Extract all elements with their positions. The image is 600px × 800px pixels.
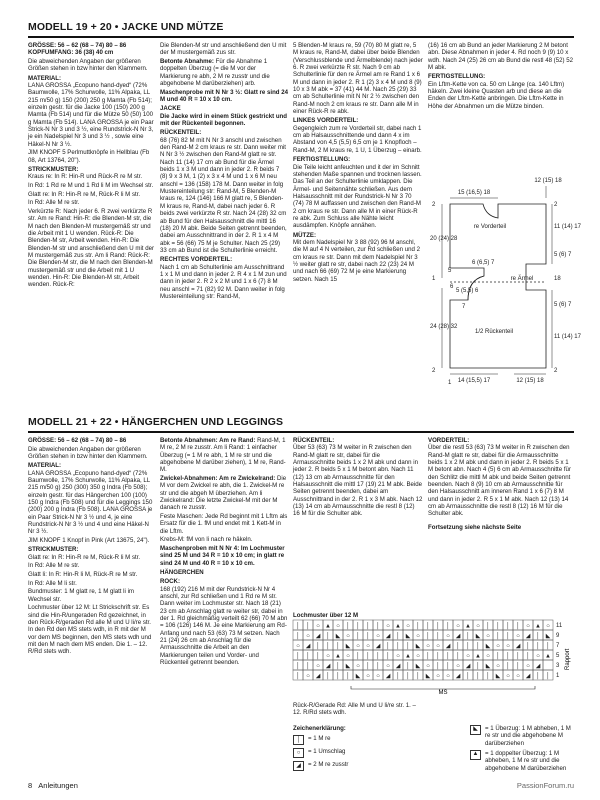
- chart-symbol: ◣: [485, 643, 491, 650]
- chart-symbol: ○: [466, 653, 470, 660]
- chart-symbol: ○: [346, 653, 350, 660]
- chart-symbol: ○: [476, 623, 480, 630]
- chart-symbol: ○: [516, 673, 520, 680]
- chart-symbol: ◢: [325, 663, 331, 670]
- chart-symbol: ○: [416, 653, 420, 660]
- dim-left-bottom: 24 (28) 32: [430, 324, 458, 330]
- chart-symbol: │: [296, 623, 300, 630]
- legend-left: [293, 725, 423, 774]
- chart-symbol: │: [496, 633, 500, 640]
- chart-symbol: │: [396, 643, 400, 650]
- chart-symbol: ◣: [345, 663, 351, 670]
- chart-symbol: ○: [456, 623, 460, 630]
- pattern-glatt-rd-2: In Rd: Alle M re str.: [28, 562, 80, 570]
- gauge-text-2: Maschenproben mit N Nr 4: Im Lochmuster sind 25 M und 34 R = 10 x 10 cm; in glatt re sind 24 M und 40 R = 10 x 10 cm.: [160, 545, 285, 567]
- chart-symbol: ▲: [395, 623, 401, 630]
- finishing-text: Die Teile leicht anfeuchten und it der im Schnitt stehenden Maße spannen und trocknen lassen. Das Teil an der Schulterlinie umklappen. Die Ärmel- und Seitennähte schließen. Aus dem Halsausschnitt mit der Rundstrick-N Nr 3 70 (74) 78 M auffassen und zwischen den Rand-M 2 cm kraus re str. Dann alle M in einer Rück-R re abk. Zum Schluss alle Nähte leicht ausdämpfen. Knöpfe annähen.: [293, 163, 422, 230]
- dim-5: 5: [448, 268, 452, 274]
- chart-symbol: │: [476, 673, 480, 680]
- legend-knit-label: = 1 M re: [308, 735, 331, 743]
- dim-1b: 1: [448, 380, 452, 386]
- gusset-text: Die M vor dem Zwickel re abh, die 1. Zwickel-M re str und die abgeh M überziehen. Am li Zwickelrand: Die letzte Zwickel-M mit der M danach re zusstr.: [160, 475, 287, 512]
- material-text-2: LANA GROSSA „Ecopuno hand-dyed“ (72% Baumwolle, 17% Schurwolle, 11% Alpaka, LL 215 m/50 g) 250 (300) 350 g Indra (Fb 508); einzeln gestr. für das Hängerchen 100 (100) 150 g Indra (Fb 508) und für die Leggings 150 (200) 200 g Indra (Fb 508). LANA GROSSA je ein Paar Strick-N Nr 3 ½ und 4, je eine Rundstrick-N Nr 3 ½ und 4 und eine Häkel-N Nr 3 ½.: [28, 469, 153, 536]
- column-1-modell-19: [28, 42, 154, 290]
- row-11: 11: [556, 623, 563, 629]
- chart-title: Lochmuster über 12 M: [293, 612, 359, 619]
- chart-symbol: ◢: [385, 673, 391, 680]
- chart-symbol: ◣: [485, 663, 491, 670]
- pattern-loch: Lochmuster über 12 M: Lt Strickschrift str. Es sind die Hin-R/ungeraden Rd gezeichnet, in den Rück-R/geraden Rd alle M und U li/re str. In den Rd den MS stets wdh, in R mit der M vor dem MS beginnen, den MS stets wdh und mit den M nach dem MS enden. Die 1. – 12. R/Rd stets wdh.: [28, 604, 152, 656]
- chart-symbol: │: [416, 673, 420, 680]
- chart-symbol: ○: [366, 673, 370, 680]
- label-aermel: re Ärmel: [510, 276, 534, 282]
- chart-symbol: │: [506, 623, 510, 630]
- size-note-2: Die abweichenden Angaben der größeren Größen stehen in bzw hinter den Klammern.: [28, 445, 148, 460]
- chart-symbol: ○: [446, 633, 450, 640]
- chart-symbol: ▲: [325, 623, 331, 630]
- chart-symbol: │: [326, 673, 330, 680]
- chart-symbol: ○: [436, 643, 440, 650]
- section-title-modell-19-20: MODELL 19 + 20 • JACKE UND MÜTZE: [28, 20, 574, 38]
- column-1-modell-21: [28, 437, 154, 657]
- chart-symbol: ○: [306, 633, 310, 640]
- finishing-heading: FERTIGSTELLUNG:: [293, 156, 351, 164]
- size-heading: GRÖSSE: 56 – 62 (68 – 74) 80 – 86: [28, 42, 127, 49]
- chart-symbol: ◢: [315, 633, 321, 640]
- rapport-label: Rapport: [565, 648, 571, 670]
- chart-symbol: ◢: [465, 663, 471, 670]
- chart-symbol: ○: [356, 643, 360, 650]
- chart-symbol: │: [306, 653, 310, 660]
- chart-symbol: │: [436, 653, 440, 660]
- chart-symbol: ○: [516, 633, 520, 640]
- chart-symbol: ◣: [355, 673, 361, 680]
- chart-symbol: ◣: [345, 643, 351, 650]
- chart-symbol: │: [406, 663, 410, 670]
- dim-right-2: 18: [554, 276, 561, 282]
- chart-symbol: │: [546, 643, 550, 650]
- chart-symbol: │: [356, 653, 360, 660]
- chart-symbol: ○: [496, 663, 500, 670]
- column-3-modell-21: [293, 437, 423, 519]
- pattern-glatt-li-rd: In Rd: Alle M li str.: [28, 579, 77, 587]
- material-heading-2: MATERIAL:: [28, 462, 62, 470]
- column-4-modell-19: [428, 42, 574, 111]
- chart-symbol: │: [316, 653, 320, 660]
- chart-symbol: │: [466, 633, 470, 640]
- chart-symbol: ▲: [535, 623, 541, 630]
- chart-symbol: │: [296, 663, 300, 670]
- chart-symbol: │: [366, 663, 370, 670]
- chart-symbol: ○: [396, 653, 400, 660]
- chart-symbol: │: [536, 673, 540, 680]
- chart-symbol: │: [296, 653, 300, 660]
- continued-note: Fortsetzung siehe nächste Seite: [428, 523, 522, 531]
- pattern-kraus: Kraus re: In R: Hin-R und Rück-R re M str.: [28, 173, 143, 181]
- pattern-kraus-rd: In Rd: 1 Rd re M und 1 Rd li M im Wechsel str.: [28, 182, 154, 190]
- chart-symbol: ○: [366, 643, 370, 650]
- front-heading-2: VORDERTEIL:: [428, 437, 470, 444]
- chart-symbol: ○: [416, 633, 420, 640]
- legend-right: [470, 725, 574, 775]
- chart-symbol: ○: [316, 663, 320, 670]
- chart-symbol: ◢: [305, 643, 311, 650]
- chart-symbol: ▲: [405, 653, 411, 660]
- chart-symbol: │: [366, 653, 370, 660]
- chart-symbol: │: [336, 643, 340, 650]
- back-text: 68 (76) 82 M mit N Nr 3 anschl und zwischen den Rand-M 2 cm kraus re str. Dann weiter mit N Nr 3 ½ zwischen den Rand-M glatt re str. Nach 11 (14) 17 cm ab Bund für die Ärmel beids 1 x 3 M und dann in jeder 2. R beids 7 (8) 9 x 3 M, 1 (2) x 3 x 4 M und 1 x 6 M neu anschl = 136 (158) 178 M. Dann weiter in folg Mustereinteilung str: Rand-M, 5 Blenden-M kraus re, 124 (146) 166 M glatt re, 5 Blenden-M kraus re, Rand-M, dabei nach jeder 6. R beids zwei verkürzte R str. Nach 24 (28) 32 cm ab Bund für den Halsausschnitt die mittl 16 (18) 20 M abk. Beide Seiten getrennt beenden, dabei am Ausschnittrand in der 2. R 1 x 4 M abk = 56 (66) 75 M je Schulter. Nach 25 (29) 33 cm ab Bund ist die Schulterlinie erreicht.: [160, 136, 287, 254]
- chart-symbol: │: [406, 673, 410, 680]
- chart-symbol: │: [346, 623, 350, 630]
- back-heading: RÜCKENTEIL:: [160, 129, 202, 137]
- pattern-glatt-2: Glatt re: In R: Hin-R re M, Rück-R li M str.: [28, 553, 141, 561]
- buttons-text: JIM KNOPF 5 Perlmuttknöpfe in Hellblau (Fb 08, Art 13764, 20").: [28, 149, 150, 164]
- row-7: 7: [556, 643, 560, 649]
- pattern-glatt-li: Glatt li: In R: Hin-R li M, Rück-R re M str.: [28, 571, 138, 579]
- dim-top-left: 15 (16,5) 18: [457, 190, 491, 196]
- chart-symbol: │: [406, 643, 410, 650]
- col2-intro: Die Blenden-M str und anschließend den U mit der M mustergemäß zus str.: [160, 42, 287, 57]
- chart-symbol: │: [376, 653, 380, 660]
- chart-symbol: ▲: [465, 623, 471, 630]
- back-heading-2: RÜCKENTEIL:: [293, 437, 335, 444]
- decrease-heading: Betonte Abnahme:: [160, 57, 214, 65]
- hat-finishing-text: Ein Lftm-Kette von ca. 50 cm Länge (ca. 140 Lftm) häkeln. Zwei kleine Quasten arb und diese an die Enden der Lftm-Kette anbringen. Die Lftm-Kette in Höhe der Abnahmen um die Mütze binden.: [428, 80, 565, 110]
- chart-symbol: │: [296, 633, 300, 640]
- chart-symbol: │: [446, 623, 450, 630]
- row-5: 5: [556, 653, 560, 659]
- dim-top-right: 12 (15) 18: [534, 178, 562, 184]
- chart-symbol: ◢: [455, 673, 461, 680]
- hat-text: Mit dem Nadelspiel Nr 3 88 (92) 96 M anschl, die M auf 4 N verteilen, zur Rd schließen und 2 cm kraus re str. Dann mit dem Nadelspiel Nr 3 ½ weiter glatt re str, dabei nach 22 (23) 24 M und nach 66 (69) 72 M je eine Markierung setzen. Nach 15: [293, 238, 421, 283]
- chart-symbol: │: [426, 653, 430, 660]
- chart-symbol: ○: [506, 643, 510, 650]
- chart-symbol: ○: [526, 663, 530, 670]
- legend-yo: [293, 748, 423, 758]
- chart-symbol: │: [366, 623, 370, 630]
- chart-symbol: ○: [546, 623, 550, 630]
- knit-icon: │: [293, 735, 304, 745]
- chart-note: Rück-R/Gerade Rd: Alle M und U li/re str. 1. – 12. R/Rd stets wdh.: [293, 702, 416, 717]
- front-text-2: Über die restl 53 (63) 73 M weiter in R zwischen den Rand-M glatt re str, dabei für die Armausschnitte beids 1 x 2 M abk und dann in jeder 2. R beids 5 x 1 M betont abn. Nach 4 (5) 6 cm ab Armausschnitte für den Schlitz die mittl M abk und beide Seiten getrennt beenden. Nach 8 (9) 10 cm ab Armausschnitte für den Halsausschnitt am inneren Rand 1 x 6 (7) 8 M und dann in jeder 2. R 5 x 1 M abk. Nach 12 (13) 14 cm ab Armausschnitte die restl 8 (12) 16 M für die Schulter abk.: [428, 444, 571, 518]
- chart-symbol: │: [536, 643, 540, 650]
- back-text-2: Über 53 (63) 73 M weiter in R zwischen den Rand-M glatt re str, dabei für die Armausschnitte beids 1 x 2 M abk und dann in jeder 2. R beids 5 x 1 M betont abn. Nach 11 (12) 13 cm ab Armausschnitte für den Halsausschnitt die mittl 17 (19) 21 M abk. Beide Seiten getrennt beenden, dabei am Ausschnittrand in der 2. R 1 x 3 M abk. Nach 12 (13) 14 cm ab Armausschnitte die restl 8 (12) 16 M für die Schulter abk.: [293, 444, 423, 518]
- chart-symbol: │: [356, 623, 360, 630]
- lace-chart: [293, 620, 573, 698]
- chart-symbol: ○: [386, 663, 390, 670]
- label-vorderteil: re Vorderteil: [473, 224, 507, 230]
- chart-symbol: │: [336, 673, 340, 680]
- chart-symbol: ○: [426, 663, 430, 670]
- sc-text: Feste Maschen: Jede Rd beginnt mit 1 Lftm als Ersatz für die 1. fM und endet mit 1 Kett-M in die Lftm.: [160, 513, 288, 535]
- yarnover-icon: ○: [293, 748, 304, 758]
- chart-symbol: │: [486, 673, 490, 680]
- legend-ssk: [470, 725, 574, 747]
- pattern-bund: Bundmuster: 1 M glatt re, 1 M glatt li im Wechsel str.: [28, 588, 135, 603]
- page-footer: [28, 781, 78, 790]
- legend-knit: [293, 735, 423, 745]
- right-front-text: Nach 1 cm ab Schulterlinie am Ausschnittrand 1 x 1 M und dann in jeder 2. R 4 x 1 M zun und dann in jeder 2. R 2 x 2 M und 1 x 6 (7) 8 M neu anschl = 71 (82) 92 M. Dann weiter in folg Mustereinteilung str: Rand-M,: [160, 263, 287, 300]
- chart-symbol: │: [426, 633, 430, 640]
- chart-symbol: ○: [456, 663, 460, 670]
- col4-intro: (16) 16 cm ab Bund an jeder Markierung 2 M betont abn. Diese Abnahmen in jeder 4. Rd noch 9 (9) 10 x wdh. Nach 24 (25) 26 cm ab Bund die restl 48 (52) 52 M abk.: [428, 42, 573, 72]
- double-decrease-icon: ▲: [470, 750, 481, 760]
- chart-symbol: │: [436, 633, 440, 640]
- chart-symbol: ○: [326, 653, 330, 660]
- chart-symbol: ◣: [415, 643, 421, 650]
- chart-symbol: ○: [536, 653, 540, 660]
- legend-heading: Zeichenerklärung:: [293, 725, 346, 732]
- dim-6: 6: [450, 284, 454, 290]
- chart-symbol: ○: [496, 643, 500, 650]
- chart-symbol: │: [526, 653, 530, 660]
- material-heading: MATERIAL:: [28, 74, 62, 82]
- dim-7: 7: [462, 304, 466, 310]
- legend-double: [470, 750, 574, 772]
- chart-symbol: ◣: [405, 633, 411, 640]
- chart-symbol: │: [446, 663, 450, 670]
- chart-symbol: ○: [296, 643, 300, 650]
- size-note: Die abweichenden Angaben der größeren Größen stehen in bzw hinter den Klammern.: [28, 57, 148, 73]
- chart-symbol: │: [396, 633, 400, 640]
- chart-symbol: ○: [386, 623, 390, 630]
- chart-symbol: ▲: [335, 653, 341, 660]
- buttons-text-2: JIM KNOPF 1 Knopf in Pink (Art 13675, 24").: [28, 537, 150, 545]
- left-front-heading: LINKES VORDERTEIL:: [293, 117, 359, 125]
- chart-symbol: │: [456, 653, 460, 660]
- chart-symbol: │: [386, 653, 390, 660]
- chart-symbol: │: [536, 633, 540, 640]
- chart-symbol: │: [306, 623, 310, 630]
- col3-intro: 5 Blenden-M kraus re, 59 (70) 80 M glatt re, 5 M kraus re, Rand-M, dabei über beide Blenden (Verschlussblende und Ärmelblende) nach jeder 6. R zwei verkürzte R str. Nach 9 cm ab Schulterlinie für den re Ärmel am re Rand 1 x 6 M und dann in jeder 2. R 1 (2) 3 x 4 M und 8 (9) 10 x 3 M abk = 37 (41) 44 M. Nach 25 (29) 33 cm ab Schulterlinie mit N Nr 2 ½ zwischen den Rand-M noch 2 cm kraus re str. Dann alle M in einer Rück-R re abk.: [293, 42, 423, 116]
- decrease-text: Für die Abnahme 1 doppelten Überzug (= die M vor der Markierung re abh, 2 M re zusstr und die abgehobene M darüberziehen) arb.: [160, 57, 270, 88]
- dim-2a: 2: [432, 202, 436, 208]
- chart-symbol: │: [506, 653, 510, 660]
- chart-symbol: │: [516, 623, 520, 630]
- chart-symbol: ◢: [385, 633, 391, 640]
- chart-symbol: │: [446, 653, 450, 660]
- chart-symbol: ○: [376, 673, 380, 680]
- right-front-heading: RECHTES VORDERTEIL:: [160, 256, 233, 264]
- dim-right-top: 11 (14) 17: [554, 224, 581, 230]
- chart-ms-bracket: [351, 686, 535, 689]
- dim-1a: 1: [432, 276, 436, 282]
- chart-symbol: │: [466, 673, 470, 680]
- label-ruecken: 1/2 Rückenteil: [474, 329, 514, 335]
- column-3-modell-19: [293, 42, 423, 284]
- chart-symbol: ◢: [445, 643, 451, 650]
- chart-symbol: ○: [306, 673, 310, 680]
- column-2-modell-19: [160, 42, 288, 302]
- chart-symbol: ○: [486, 653, 490, 660]
- pattern-glatt-rd: In Rd: Alle M re str.: [28, 199, 80, 207]
- jacket-heading: JACKE: [160, 105, 181, 113]
- chart-symbol: │: [336, 663, 340, 670]
- dim-right-3: 5 (6) 7: [554, 302, 572, 308]
- head-size: KOPFUMFANG: 36 (38) 40 cm: [28, 49, 114, 57]
- dim-bottom-right: 12 (15) 18: [516, 378, 544, 384]
- chart-cell: [543, 660, 553, 670]
- chart-symbol: │: [546, 673, 550, 680]
- dim-2b: 2: [554, 202, 558, 208]
- chart-symbol: │: [346, 673, 350, 680]
- chart-symbol: │: [456, 643, 460, 650]
- dim-2d: 2: [554, 368, 558, 374]
- chart-symbol: │: [296, 673, 300, 680]
- row-9: 9: [556, 633, 560, 639]
- chart-symbol: ○: [356, 663, 360, 670]
- material-text: LANA GROSSA „Ecopuno hand-dyed“ (72% Baumwolle, 17% Schurwolle, 11% Alpaka, LL 215 m/50 g) 150 (200) 250 g Mamta (Fb 514); einzeln gestr. für die Jacke 100 (150) 200 g Mamta (Fb 514) und für die Mütze 50 (50) 100 g Mamta (Fb 514). LANA GROSSA je ein Paar Strick-N Nr 3 und 3 ½, eine Rundstrick-N Nr 3, je ein Nadelspiel Nr 3 und 3 ½ , sowie eine Häkel-N Nr 3 ½.: [28, 82, 154, 148]
- ssk-icon: ◣: [470, 725, 481, 735]
- chart-symbol: │: [376, 663, 380, 670]
- legend-yo-label: = 1 Umschlag: [308, 748, 346, 756]
- chart-symbol: ○: [526, 623, 530, 630]
- dim-neck: 6 (6,5) 7: [472, 260, 495, 266]
- chart-symbol: ◣: [415, 663, 421, 670]
- chart-symbol: │: [316, 643, 320, 650]
- chart-symbol: ○: [426, 643, 430, 650]
- chart-symbol: ◢: [395, 663, 401, 670]
- chart-symbol: │: [516, 663, 520, 670]
- decrease-text-2: Rand-M, 1 M re, 2 M re zusstr. Am li Rand: 1 einfacher Überzug (= 1 M re abh, 1 M re str und die abgehobene M darüber ziehen), 1 M re, Rand-M.: [160, 437, 286, 474]
- section-title-modell-21-22: MODELL 21 + 22 • HÄNGERCHEN UND LEGGINGS: [28, 415, 574, 433]
- jacket-schematic: [428, 168, 581, 398]
- chart-symbol: ◣: [335, 633, 341, 640]
- chart-symbol: ◢: [315, 673, 321, 680]
- chart-symbol: ○: [346, 633, 350, 640]
- watermark: PassionForum.ru: [516, 781, 574, 790]
- chart-symbol: ◢: [525, 673, 531, 680]
- chart-ms-label: MS: [438, 690, 448, 696]
- chart-symbol: ○: [336, 623, 340, 630]
- chart-symbol: ◢: [525, 633, 531, 640]
- dim-2c: 2: [432, 368, 436, 374]
- chart-symbol: │: [396, 673, 400, 680]
- chart-symbol: │: [496, 653, 500, 660]
- chart-symbol: ◣: [475, 633, 481, 640]
- chart-symbol: │: [376, 623, 380, 630]
- chart-symbol: ◣: [495, 673, 501, 680]
- dim-neck-2: 5 (5,5) 6: [456, 288, 479, 294]
- chart-symbol: │: [486, 623, 490, 630]
- chart-symbol: ○: [486, 633, 490, 640]
- hat-heading: MÜTZE:: [293, 231, 317, 239]
- column-2-modell-21: [160, 437, 288, 668]
- chart-symbol: ○: [316, 623, 320, 630]
- chart-symbol: ○: [376, 633, 380, 640]
- chart-symbol: ○: [446, 673, 450, 680]
- dim-right-bottom: 11 (14) 17: [554, 334, 581, 340]
- chart-symbol: │: [386, 643, 390, 650]
- page-number: 8: [28, 781, 33, 790]
- pattern-glatt: Glatt re: In R: Hin-R re M, Rück-R li M str.: [28, 190, 141, 198]
- k2tog-icon: ◢: [293, 761, 304, 771]
- dim-right-1: 5 (6) 7: [554, 252, 572, 258]
- chart-symbol: ▲: [475, 653, 481, 660]
- chart-symbol: │: [306, 663, 310, 670]
- size-heading-2: GRÖSSE: 56 – 62 (68 – 74) 80 – 86: [28, 437, 127, 444]
- decrease-heading-2: Betonte Abnahmen: Am re Rand:: [160, 437, 256, 444]
- chart-symbol: │: [426, 623, 430, 630]
- chart-symbol: ○: [506, 673, 510, 680]
- chart-symbol: ◣: [545, 633, 551, 640]
- chart-symbol: │: [326, 643, 330, 650]
- dim-left-top: 20 (24) 28: [430, 236, 458, 242]
- chart-symbol: │: [516, 653, 520, 660]
- chart-symbol: │: [476, 643, 480, 650]
- chart-symbol: │: [466, 643, 470, 650]
- jacket-intro: Die Jacke wird in einem Stück gestrickt und mit der Rückenteil begonnen.: [160, 112, 287, 128]
- chart-symbol: ◢: [375, 643, 381, 650]
- chart-symbol: │: [526, 643, 530, 650]
- chart-symbol: │: [506, 633, 510, 640]
- chart-symbol: │: [326, 633, 330, 640]
- row-1: 1: [556, 673, 560, 679]
- row-3: 3: [556, 663, 560, 669]
- dim-bottom-left: 14 (15,5) 17: [457, 378, 491, 384]
- pattern-heading: STRICKMUSTER:: [28, 166, 79, 174]
- chart-symbol: ◢: [535, 663, 541, 670]
- legend-k2tog: [293, 761, 423, 771]
- legend-double-label: = 1 doppelter Überzug: 1 M abheben, 1 M re str und die abgehobene M darüberziehen: [485, 750, 567, 772]
- chart-symbol: ◢: [515, 643, 521, 650]
- pattern-short-rows: Verkürzte R: Nach jeder 6. R zwei verkürzte R str. Am re Rand: Hin-R: die Blenden-M str, die M nach den Blenden-M mustergemäß str und die Arbeit mit 1 U wenden. Rück-R: Die Blenden-M str, Arbeit wenden. Hin-R: Die Blenden-M str und anschließend den U mit der M mustergemäß zus str. Am li Rand: Rück-R: Die Blenden-M str, die M nach den Blenden-M mustergemäß str und die Arbeit mit 1 U wenden. Hin-R: Die Blenden-M str, Arbeit wenden. Rück-R:: [28, 208, 155, 289]
- chart-symbol: │: [436, 623, 440, 630]
- chart-symbol: │: [356, 633, 360, 640]
- pattern-heading-2: STRICKMUSTER:: [28, 546, 79, 554]
- chart-symbol: ◢: [455, 633, 461, 640]
- chart-symbol: │: [436, 663, 440, 670]
- left-front-text: Gegengleich zum re Vorderteil str, dabei nach 1 cm ab Halsausschnittende und dann 4 x im Abstand von 4,5 (5,5) 6,5 cm je 1 Knopfloch – Rand-M, 2 M kraus re, 1 U, 1 Überzug – einarb.: [293, 124, 422, 154]
- chart-symbol: ○: [436, 673, 440, 680]
- gusset-heading: Zwickel-Abnahmen: Am re Zwickelrand:: [160, 475, 276, 483]
- chart-symbol: │: [476, 663, 480, 670]
- skirt-text: 168 (192) 216 M mit der Rundstrick-N Nr 4 anschl, zur Rd schließen und 1 Rd re M str. Dann weiter im Lochmuster str. Nach 18 (21) 23 cm ab Anschlag glatt re weiter str, dabei in der 1. Rd gleichmäßig verteilt 62 (66) 70 M abn = 106 (126) 146 M. Je eine Markierung am Rd-Anfang und nach 53 (63) 73 M setzen. Nach 21 (24) 26 cm ab Anschlag für die Armausschnitte die Arbeit an den Markierungen teilen und Vorder- und Rückenteil getrennt beenden.: [160, 585, 288, 667]
- legend-ssk-label: = 1 Überzug: 1 M abheben, 1 M re str und die abgehobene M darüberziehen: [485, 725, 571, 747]
- chart-symbol: ○: [406, 623, 410, 630]
- hat-finishing-heading: FERTIGSTELLUNG:: [428, 73, 486, 81]
- crab-text: Krebs-M: fM von li nach re häkeln.: [160, 536, 253, 544]
- gauge-text: Maschenprobe mit N Nr 3 ½: Glatt re sind 24 M und 40 R = 10 x 10 cm.: [160, 88, 289, 103]
- legend-k2tog-label: = 2 M re zusstr: [308, 761, 349, 769]
- chart-symbol: ◣: [425, 673, 431, 680]
- chart-symbol: │: [496, 623, 500, 630]
- chart-symbol: │: [416, 623, 420, 630]
- column-4-modell-21: [428, 437, 574, 532]
- chart-symbol: │: [506, 663, 510, 670]
- chart-symbol: ▲: [545, 653, 551, 660]
- footer-label: Anleitungen: [38, 781, 78, 790]
- dress-heading: HÄNGERCHEN: [160, 569, 204, 577]
- skirt-heading: ROCK:: [160, 578, 180, 586]
- chart-symbol: │: [366, 633, 370, 640]
